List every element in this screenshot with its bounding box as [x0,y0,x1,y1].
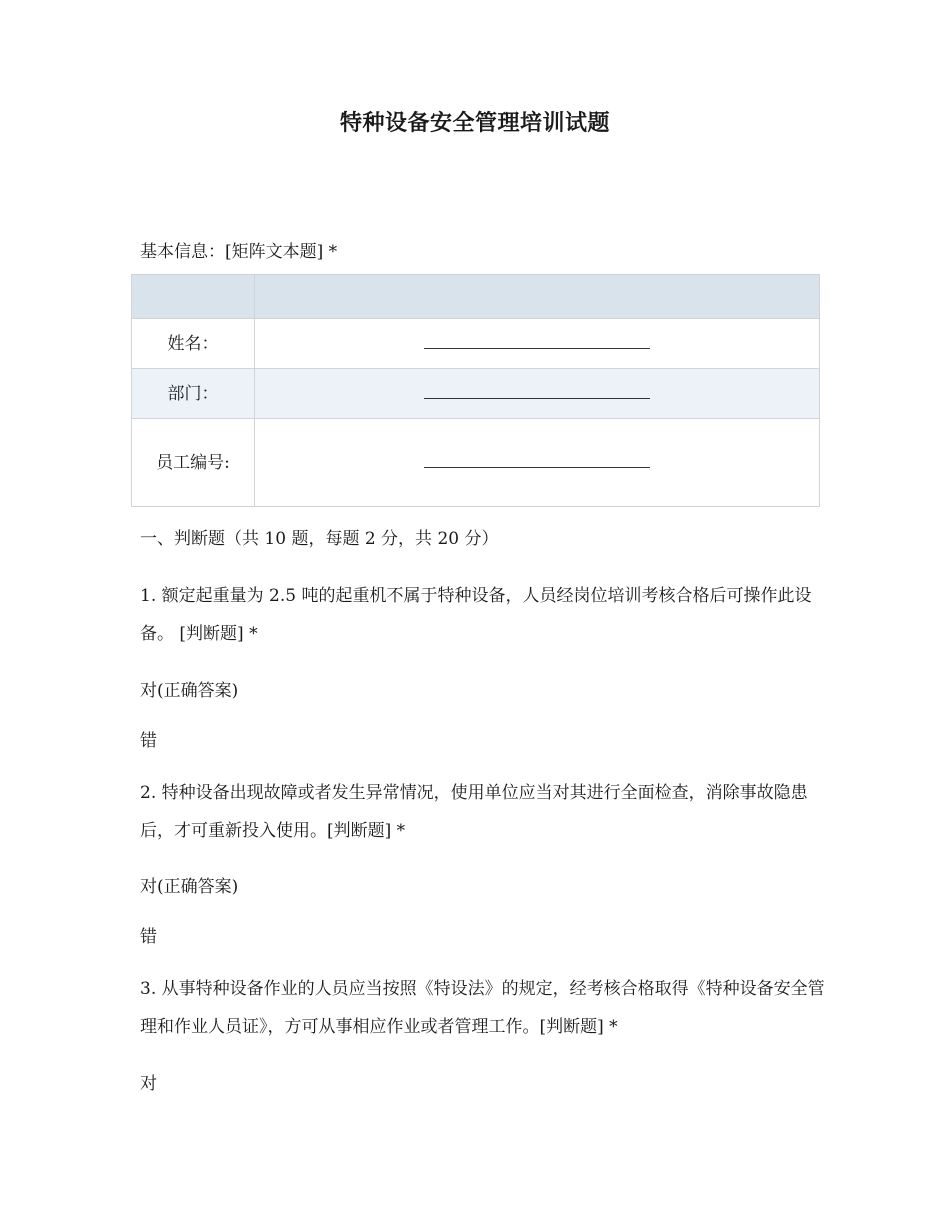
employee-id-field[interactable] [255,419,820,507]
table-row [132,369,820,419]
table-header-row [132,275,820,319]
table-header-cell [132,275,255,319]
basic-info-label: 基本信息：[矩阵文本题] * [140,242,338,262]
department-label: 部门： [132,369,255,419]
question-1-text: 1. 额定起重量为 2.5 吨的起重机不属于特种设备，人员经岗位培训考核合格后可操作此设备。 [判断题] * [140,586,812,644]
name-field[interactable] [255,319,820,369]
question-2-option-true[interactable]: 对(正确答案) [140,877,239,897]
table-header-cell [255,275,820,319]
document-title: 特种设备安全管理培训试题 [339,111,610,136]
question-3-option-true[interactable]: 对 [140,1074,157,1094]
question-1-option-false[interactable]: 错 [140,731,157,751]
table-row [132,319,820,369]
question-2-option-false[interactable]: 错 [140,927,157,947]
employee-id-label: 员工编号: [132,419,255,507]
name-label: 姓名： [132,319,255,369]
section-heading: 一、判断题（共 10 题，每题 2 分，共 20 分） [140,529,499,549]
question-1-option-true[interactable]: 对(正确答案) [140,681,239,701]
department-blank-line[interactable] [424,384,650,399]
department-field[interactable] [255,369,820,419]
employee-id-blank-line[interactable] [424,453,650,468]
name-blank-line[interactable] [424,334,650,349]
question-3-text: 3. 从事特种设备作业的人员应当按照《特设法》的规定，经考核合格取得《特种设备安全管理和作业人员证》，方可从事相应作业或者管理工作。[判断题] * [140,979,825,1037]
question-2-text: 2. 特种设备出现故障或者发生异常情况，使用单位应当对其进行全面检查，消除事故隐患后，才可重新投入使用。[判断题] * [140,783,808,841]
basic-info-table [131,274,820,507]
table-row [132,419,820,507]
